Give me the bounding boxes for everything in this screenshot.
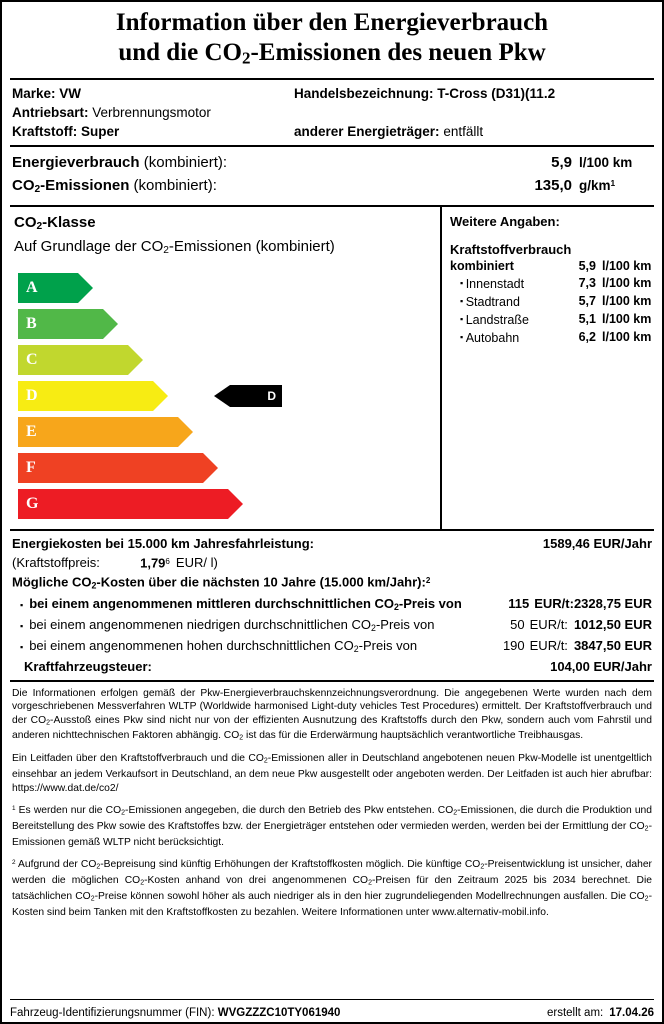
selected-class-marker bbox=[230, 385, 282, 407]
detail-value: 5,7 bbox=[578, 293, 596, 308]
vehicle-other-energy bbox=[294, 122, 652, 141]
fuel-price-label: (Kraftstoffpreis: bbox=[12, 555, 100, 571]
brand-value: VW bbox=[59, 85, 82, 101]
consumption-detail-row bbox=[450, 311, 654, 329]
fuel-price-row bbox=[12, 553, 652, 573]
emissions-row bbox=[12, 173, 652, 200]
co2-cost-scenario bbox=[12, 595, 652, 616]
vin-label: Fahrzeug-Identifizierungsnummer (FIN): bbox=[10, 1007, 215, 1019]
vin-value: WVGZZZC10TY061940 bbox=[217, 1007, 341, 1019]
vehicle-fuel bbox=[12, 122, 294, 141]
detail-value: 5,1 bbox=[578, 311, 596, 326]
additional-info-title: Weitere Angaben: bbox=[450, 213, 560, 229]
vehicle-model bbox=[294, 84, 652, 103]
emissions-label-suffix: (kombiniert): bbox=[133, 176, 217, 194]
scenario-price: 190 bbox=[502, 637, 525, 653]
co2-class-heading: $CO_2$-Klasse bbox=[14, 213, 96, 232]
co2-cost-scenario bbox=[12, 637, 652, 658]
co2-cost-scenario bbox=[12, 616, 652, 637]
energy-cost-row bbox=[12, 535, 652, 553]
scenario-total: 2328,75 EUR bbox=[573, 595, 652, 611]
fuel-price-unit: EUR/ l) bbox=[175, 555, 218, 571]
co2-class-section bbox=[10, 207, 654, 529]
detail-value: 7,3 bbox=[578, 275, 596, 290]
other-energy-value: entfällt bbox=[443, 123, 484, 139]
vehicle-tax-value: 104,00 EUR/Jahr bbox=[550, 658, 652, 674]
scenario-price-unit: EUR/t: bbox=[529, 616, 568, 632]
cost-section bbox=[10, 531, 654, 680]
vehicle-tax-label: Kraftfahrzeugsteuer: bbox=[24, 658, 152, 674]
class-bar-label: A bbox=[26, 278, 38, 296]
detail-unit: l/100 km bbox=[602, 275, 652, 290]
legal-paragraph-1: Die Informationen erfolgen gemäß der Pkw-Energieverbrauchskennzeichnungsverordnung. Die angegebenen Werte wurden nach dem vorgeschriebenen Messverfahren WLTP (Worldwide harmonised Light-duty vehicles Test Procedures) ermittelt. Der Kraftstoffverbrauch und der $CO_2$-Ausstoß eines Pkw sind nicht nur von der effizienten Ausnutzung des Kraftstoffs durch den Pkw, sondern auch vom Fahrstil und anderen nichttechnischen Faktoren abhängig. $CO_2$ ist das für die Erderwärmung hauptsächlich verantwortliche Treibhausgas. bbox=[12, 687, 652, 743]
consumption-detail-row bbox=[450, 258, 654, 275]
co2-class-scale bbox=[10, 207, 440, 529]
detail-value: 5,9 bbox=[578, 258, 596, 273]
created-label: erstellt am: bbox=[546, 1007, 604, 1019]
emissions-value: 135,0 bbox=[534, 176, 572, 194]
page-title bbox=[10, 2, 654, 78]
additional-info bbox=[440, 207, 654, 529]
co2-class-subheading: Auf Grundlage der $CO_2$-Emissionen (kombiniert) bbox=[14, 237, 335, 257]
class-bar-b bbox=[18, 309, 103, 339]
consumption-detail-row bbox=[450, 293, 654, 311]
other-energy-label: anderer Energieträger: bbox=[294, 123, 440, 139]
scenario-text: ▪ bei einem angenommenen mittleren durchschnittlichen $CO_2$-Preis von bbox=[29, 595, 462, 612]
created-value: 17.04.26 bbox=[609, 1007, 654, 1019]
document-footer bbox=[10, 1007, 654, 1019]
consumption-summary bbox=[10, 147, 654, 205]
scenario-price: 50 bbox=[510, 616, 525, 632]
divider bbox=[10, 999, 654, 1000]
consumption-detail-row bbox=[450, 329, 654, 347]
vehicle-tax-row bbox=[12, 658, 652, 676]
energy-cost-label: Energiekosten bei 15.000 km Jahresfahrleistung: bbox=[12, 535, 315, 551]
title-line-2: und die $CO_2$-Emissionen des neuen Pkw bbox=[118, 39, 546, 68]
legal-paragraph-2: Ein Leitfaden über den Kraftstoffverbrauch und die $CO_2$-Emissionen aller in Deutschland angebotenen neuen Pkw-Modelle ist unentgeltlich einsehbar an jedem Verkaufsort in Deutschland, an dem neue Pkw ausgestellt oder angeboten werden. Der Leitfaden ist auch hier abrufbar: https://www.dat.de/co2/ bbox=[12, 753, 652, 794]
legal-footnote-1: $^1$ Es werden nur die $CO_2$-Emissionen angegeben, die durch den Betrieb des Pkw entstehen. $CO_2$-Emissionen, die durch die Produktion und Bereitstellung des Pkw sowie des Kraftstoffes bzw. der Energieträger entstehen oder vermieden werden, werden bei der Ermittlung der $CO_2$-Emissionen gemäß WLTP nicht berücksichtigt. bbox=[12, 805, 652, 848]
drive-label: Antriebsart: bbox=[12, 104, 89, 120]
detail-name: ▪ Autobahn bbox=[460, 329, 562, 347]
consumption-unit: l/100 km bbox=[579, 154, 633, 170]
detail-name: ▪ Landstraße bbox=[460, 311, 562, 329]
possible-co2-cost-heading: Mögliche $CO_2$-Kosten über die nächsten 10 Jahre (15.000 km/Jahr):$^2$ bbox=[12, 574, 431, 591]
scenario-text: ▪ bei einem angenommenen niedrigen durchschnittlichen $CO_2$-Preis von bbox=[29, 616, 435, 633]
scenario-price-unit: EUR/t: bbox=[529, 637, 568, 653]
consumption-detail-row bbox=[450, 275, 654, 293]
title-line-1: Information über den Energieverbrauch bbox=[115, 9, 549, 36]
fuel-label: Kraftstoff: bbox=[12, 123, 78, 139]
scenario-price: 115 bbox=[508, 595, 530, 611]
class-bar-e bbox=[18, 417, 178, 447]
detail-unit: l/100 km bbox=[602, 311, 652, 326]
consumption-row bbox=[12, 152, 652, 173]
drive-value: Verbrennungsmotor bbox=[92, 104, 211, 120]
detail-value: 6,2 bbox=[578, 329, 596, 344]
vin-block bbox=[10, 1007, 547, 1019]
fuel-consumption-title: Kraftstoffverbrauch bbox=[450, 241, 572, 257]
class-bar-label: D bbox=[26, 386, 38, 404]
class-bar-label: G bbox=[26, 494, 39, 512]
vehicle-drive bbox=[12, 103, 294, 122]
fuel-price-value: 1,79$^6$ bbox=[140, 555, 170, 571]
class-bar-label: E bbox=[26, 422, 37, 440]
selected-class-label: D bbox=[267, 388, 276, 403]
legal-footnote-2: $^2$ Aufgrund der $CO_2$-Bepreisung sind künftig Erhöhungen der Kraftstoffkosten möglich. Die künftige $CO_2$-Preisentwicklung ist unsicher, daher werden die möglichen $CO_2$-Kosten anhand von drei angenommenen $CO_2$-Preisen für den Zeitraum 2025 bis 2034 berechnet. Die tatsächlichen $CO_2$-Preise können sowohl höher als auch niedriger als in den hier zugrundeliegenden Modellrechnungen ausfallen. Die $CO_2$-Kosten sind beim Tanken mit den Kraftstoffkosten zu bezahlen. Weitere Informationen unter www.alternativ-mobil.info. bbox=[12, 859, 652, 918]
detail-unit: l/100 km bbox=[602, 258, 652, 273]
vehicle-info bbox=[10, 80, 654, 145]
energy-cost-value: 1589,46 EUR/Jahr bbox=[542, 535, 652, 551]
class-bar-g bbox=[18, 489, 228, 519]
class-bar-f bbox=[18, 453, 203, 483]
scenario-price-unit: EUR/t: bbox=[534, 595, 574, 611]
detail-unit: l/100 km bbox=[602, 293, 652, 308]
detail-name: ▪ Innenstadt bbox=[460, 275, 562, 293]
class-bar-label: C bbox=[26, 350, 38, 368]
scenario-total: 1012,50 EUR bbox=[573, 616, 652, 632]
scenario-text: ▪ bei einem angenommenen hohen durchschnittlichen $CO_2$-Preis von bbox=[29, 637, 418, 654]
detail-name: ▪ Stadtrand bbox=[460, 293, 562, 311]
co2-cost-scenarios bbox=[12, 595, 652, 658]
model-label: Handelsbezeichnung: bbox=[294, 85, 434, 101]
consumption-value: 5,9 bbox=[551, 153, 572, 171]
class-bar-label: B bbox=[26, 314, 37, 332]
class-bar-d bbox=[18, 381, 153, 411]
brand-label: Marke: bbox=[12, 85, 56, 101]
legal-notes bbox=[10, 682, 654, 920]
fuel-value: Super bbox=[81, 123, 120, 139]
emissions-unit: $g/km^1$ bbox=[579, 177, 616, 193]
class-bar-a bbox=[18, 273, 78, 303]
detail-name: kombiniert bbox=[450, 258, 514, 273]
efficiency-bars bbox=[18, 273, 276, 525]
class-bar-c bbox=[18, 345, 128, 375]
emissions-label: $CO_2$-Emissionen bbox=[12, 176, 130, 195]
consumption-label: Energieverbrauch bbox=[12, 153, 140, 171]
detail-unit: l/100 km bbox=[602, 329, 652, 344]
vehicle-brand bbox=[12, 84, 294, 103]
consumption-label-suffix: (kombiniert): bbox=[143, 153, 228, 171]
scenario-total: 3847,50 EUR bbox=[573, 637, 652, 653]
class-bar-label: F bbox=[26, 458, 36, 476]
model-value: T-Cross (D31)(11.2 bbox=[437, 85, 556, 101]
